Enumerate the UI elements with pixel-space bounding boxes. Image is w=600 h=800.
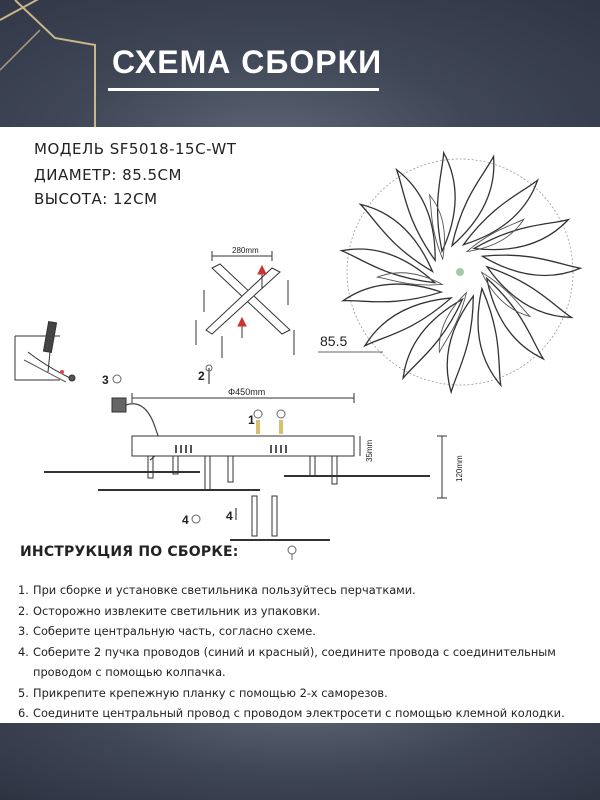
- svg-text:1: 1: [248, 413, 255, 427]
- instruction-step: 2. Осторожно извлеките светильник из упаковки.: [18, 603, 321, 618]
- flower-top-view: [342, 153, 581, 393]
- fixture-side-elevation: [44, 387, 464, 540]
- bracket-dim-label: 280mm: [232, 246, 259, 255]
- instruction-steps-list: [18, 580, 593, 724]
- width-dim-label: Φ450mm: [228, 387, 266, 397]
- svg-text:3: 3: [102, 373, 109, 387]
- diameter-dim-label: 85.5: [320, 333, 348, 349]
- marker-1: [248, 410, 285, 434]
- screw-icon: [288, 546, 296, 560]
- instruction-step: 6. Соедините центральный провод с проводом электросети с помощью клемной колодки.: [18, 706, 565, 720]
- diameter-label: ДИАМЕТР: 85.5CM: [34, 166, 182, 184]
- wiring-inset: [15, 322, 75, 382]
- instruction-step: 3. Соберите центральную часть, согласно схеме.: [18, 624, 316, 638]
- footer-banner: [0, 723, 600, 800]
- instruction-step: 5. Прикрепите крепежную планку с помощью 2-х саморезов.: [18, 685, 388, 700]
- height-label: ВЫСОТА: 12CM: [34, 190, 158, 208]
- instructions-title: ИНСТРУКЦИЯ ПО СБОРКЕ:: [20, 544, 239, 560]
- marker-4-center: [226, 508, 236, 523]
- svg-text:2: 2: [198, 369, 205, 383]
- marker-3: [102, 373, 121, 387]
- marker-4-left: [182, 513, 200, 527]
- page-title: СХЕМА СБОРКИ: [112, 44, 383, 80]
- base-height-label: 35mm: [365, 439, 374, 462]
- svg-text:4: 4: [226, 509, 233, 523]
- instruction-step: 1. При сборке и установке светильника пользуйтесь перчатками.: [18, 583, 416, 597]
- total-height-label: 120mm: [455, 455, 464, 482]
- marker-2: [198, 365, 212, 384]
- instruction-step: 4. Соберите 2 пучка проводов (синий и красный), соедините провода с соединительным проводом с помощью колпачка.: [18, 644, 556, 679]
- mounting-bracket: [196, 246, 294, 358]
- model-label: МОДЕЛЬ SF5018-15C-WT: [34, 140, 237, 158]
- svg-text:4: 4: [182, 513, 189, 527]
